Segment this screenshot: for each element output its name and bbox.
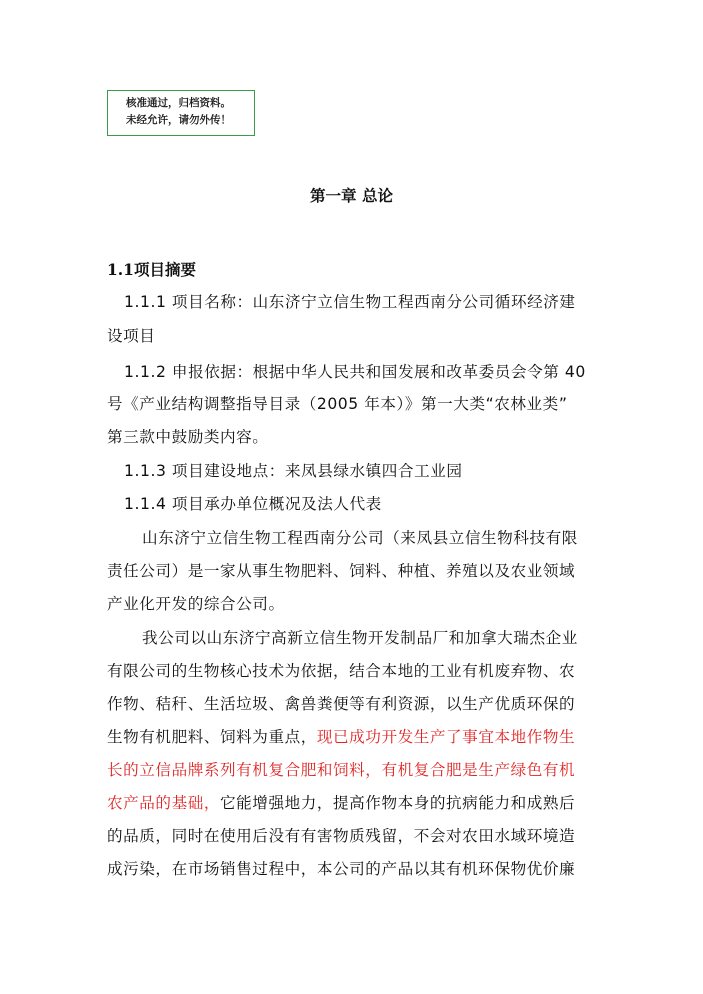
company-line-3: 产业化开发的综合公司。: [107, 595, 285, 613]
intro-line-5-highlight: 长的立信品牌系列有机复合肥和饲料，有机复合肥是生产绿色有机: [107, 761, 576, 779]
basis-line-3: 第三款中鼓励类内容。: [107, 428, 269, 446]
intro-line-7: 的品质，同时在使用后没有有害物质残留，不会对农田水域环境造: [107, 827, 576, 845]
company-line-2: 责任公司）是一家从事生物肥料、饲料、种植、养殖以及农业领域: [107, 562, 576, 580]
intro-line-6-plain: 它能增强地力，提高作物本身的抗病能力和成熟后: [220, 794, 576, 812]
chapter-title: 第一章 总论: [310, 186, 393, 205]
intro-line-6: [107, 793, 575, 813]
unit-heading-line: 1.1.4 项目承办单位概况及法人代表: [124, 495, 382, 513]
company-line-1: 山东济宁立信生物工程西南分公司（来凤县立信生物科技有限: [142, 529, 578, 547]
section-title: 1.1项目摘要: [107, 260, 196, 279]
location-line: 1.1.3 项目建设地点：来凤县绿水镇四合工业园: [124, 462, 463, 480]
approval-stamp: [107, 90, 255, 136]
stamp-line-2: 未经允许，请勿外传！: [126, 114, 231, 126]
project-name-line-1: 1.1.1 项目名称：山东济宁立信生物工程西南分公司循环经济建: [124, 293, 576, 311]
intro-line-1: 我公司以山东济宁高新立信生物开发制品厂和加拿大瑞杰企业: [142, 629, 578, 647]
stamp-line-1: 核准通过，归档资料。: [126, 97, 231, 109]
intro-line-3: 作物、秸秆、生活垃圾、禽兽粪便等有利资源，以生产优质环保的: [107, 695, 576, 713]
intro-line-4: [107, 727, 575, 747]
intro-line-2: 有限公司的生物核心技术为依据，结合本地的工业有机废弃物、农: [107, 662, 576, 680]
basis-line-1: 1.1.2 申报依据：根据中华人民共和国发展和改革委员会令第 40: [124, 363, 586, 381]
intro-line-4-highlight: 现已成功开发生产了事宜本地作物生: [316, 728, 576, 746]
intro-line-6-highlight: 农产品的基础，: [107, 794, 221, 812]
project-name-line-2: 设项目: [107, 327, 156, 345]
basis-line-2: 号《产业结构调整指导目录（2005 年本）》第一大类“农林业类”: [107, 395, 568, 413]
intro-line-8: 成污染，在市场销售过程中，本公司的产品以其有机环保物优价廉: [107, 860, 576, 878]
intro-line-4-plain: 生物有机肥料、饲料为重点，: [107, 728, 317, 746]
